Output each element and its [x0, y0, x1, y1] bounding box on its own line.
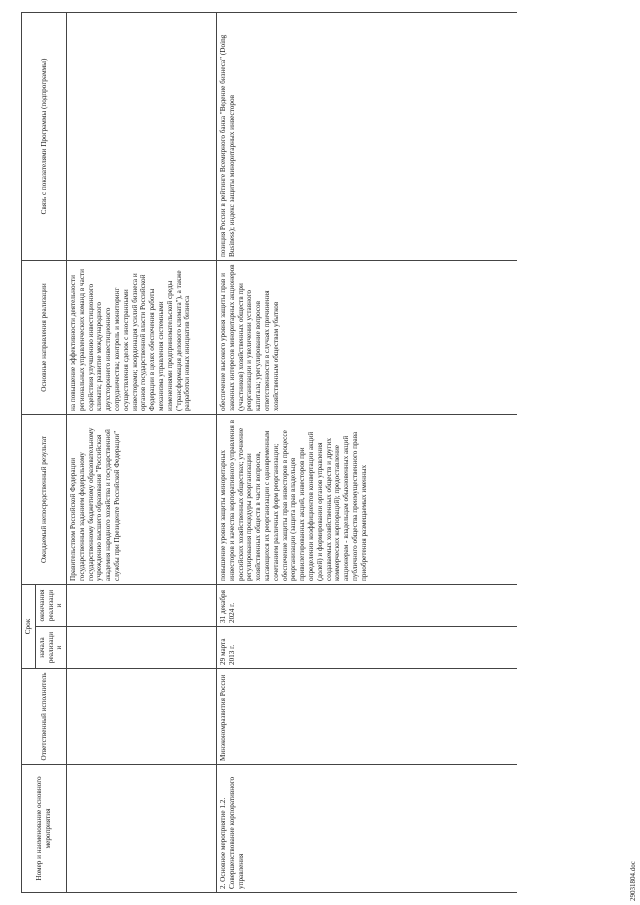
header-name: Номер и наименование основного мероприятия: [22, 764, 67, 892]
row-link: позиция России в рейтинге Всемирного банка "Ведение бизнеса" (Doing Business); индекс защиты миноритарных инвесторов: [217, 12, 517, 260]
row-number: 2.: [219, 883, 228, 889]
header-term: Срок: [22, 584, 36, 668]
row-directions: обеспечение высокого уровня защиты прав и законных интересов миноритарных акционеров (участников) хозяйственных обществ при реорганизации и увеличении уставного капитала; урегулирование вопросов ответственности в случаях причинения хозяйственным обществам убытков: [217, 260, 517, 414]
row-result: Правительством Российской Федерации государственным заданием федеральному государственному бюджетному образовательному учреждению высшего образования "Российская академия народного хозяйства и государственной службы при Президенте Российской Федерации": [67, 414, 217, 584]
header-responsible: Ответственный исполнитель: [22, 668, 67, 764]
row-result: повышение уровня защиты миноритарных инвесторов и качества корпоративного управления в российских хозяйственных обществах; уточнение регулирования процедуры реорганизации хозяйственных обществ в части вопросов, касающихся их реорганизации с одновременным сочетанием различных форм реорганизации; обеспечение защиты прав инвесторов в процессе реорганизации (защита прав владельцев привилегированных акций, инвесторов при определении коэффициентов конвертации акций (долей) и формировании органов управления создаваемых хозяйственных обществ и других коммерческих корпораций); предоставление акционерам - владельцам обыкновенных акций публичного общества преимущественного права приобретения размещаемых именных: [217, 414, 517, 584]
row-link: [67, 12, 217, 260]
table-header-row: [22, 12, 36, 892]
header-link: Связь с показателями Программы (подпрограммы): [22, 12, 67, 260]
row-responsible: Минэкономразвития России: [217, 668, 517, 764]
document-file-name: 29031804.doc: [629, 860, 637, 901]
header-start: начала реализации: [35, 626, 66, 668]
program-measures-table: [21, 11, 517, 892]
row-directions: на повышение эффективности деятельности региональных управленческих команд в части содействия улучшению инвестиционного климата; развитие международного двухстороннего инвестиционного сотрудничества; контроль и мониторинг осуществления сделок с иностранными инвесторами; координация усилий бизнеса и органов государственной власти Российской Федерации в целях обеспечения работы механизма управления системными изменениями предпринимательской среды ("трансформация делового климата"), а также разработки новых инициатив бизнеса: [67, 260, 217, 414]
row-name-cell: [67, 764, 217, 892]
header-directions: Основные направления реализации: [22, 260, 67, 414]
table-row: [67, 12, 217, 892]
row-name-cell: [217, 764, 517, 892]
rotated-page-content: [21, 13, 637, 901]
row-end: 31 декабря 2024 г.: [217, 584, 517, 626]
header-end: окончания реализации: [35, 584, 66, 626]
row-responsible: [67, 668, 217, 764]
row-start: [67, 626, 217, 668]
row-end: [67, 584, 217, 626]
row-name: Основное мероприятие 1.2. Совершенствование корпоративного управления: [219, 776, 245, 889]
page-number: [0, 13, 1, 893]
row-start: 29 марта 2013 г.: [217, 626, 517, 668]
header-result: Ожидаемый непосредственный результат: [22, 414, 67, 584]
table-row: [217, 12, 517, 892]
